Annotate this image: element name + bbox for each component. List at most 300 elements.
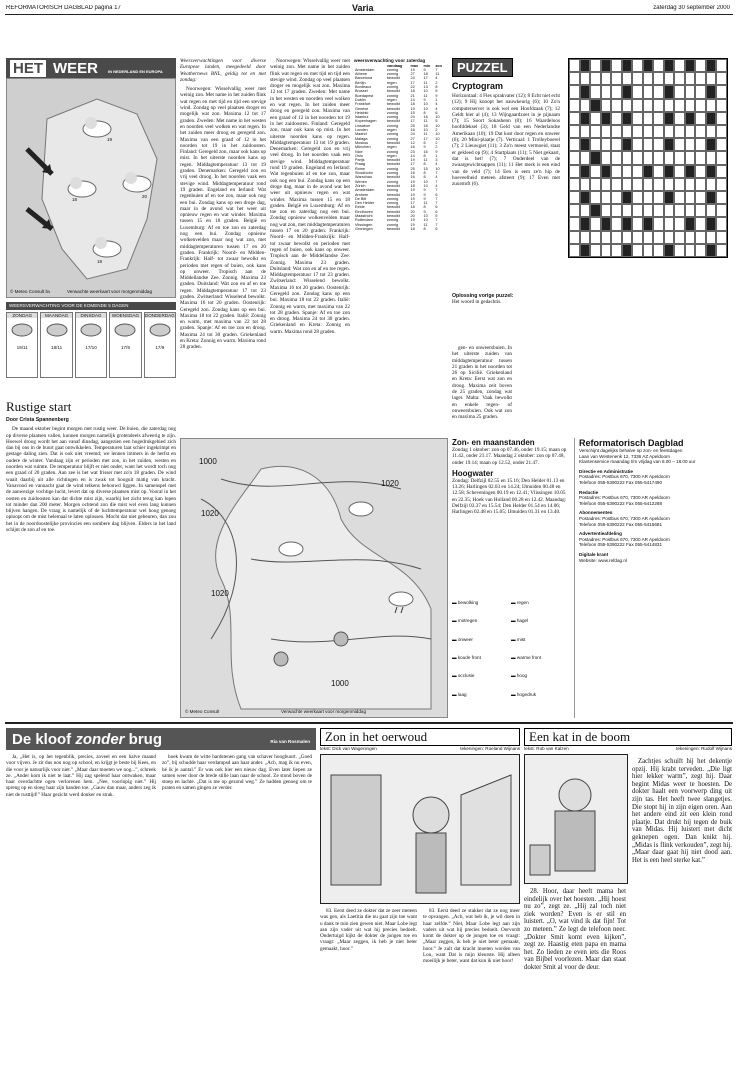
side-text: gen- en onweersbuien. In het uiterste zuiden van middagtemperatuur tussen 21 graden in het noorden tot 26 op Sicilië. Griekenland en Kreta: Eerst wat zon en droog. Maxima zeit boven de 25 graden, zondag wat lager. Malta: Vaak bewolkt en enkele regen- of onweersbuien. Ook wat zon en maxima 25 graden. <box>452 345 512 421</box>
crossword-cell[interactable] <box>653 99 664 112</box>
puzzle-subtitle: Cryptogram <box>452 81 504 91</box>
crossword-cell[interactable] <box>716 85 727 98</box>
table-cell: 11 <box>423 132 428 137</box>
table-cell: Arnhem <box>355 192 369 197</box>
table-cell: 7 <box>435 67 438 72</box>
crossword-cell[interactable] <box>706 151 717 164</box>
crossword-cell[interactable] <box>695 85 706 98</box>
table-cell: 7 <box>435 188 438 193</box>
crossword-cell[interactable] <box>653 204 664 217</box>
table-cell: bewolkt <box>386 158 400 163</box>
table-cell: bewolkt <box>386 89 400 94</box>
table-cell: 1 <box>435 97 438 102</box>
crossword-cell[interactable] <box>643 138 654 151</box>
crossword-cell[interactable] <box>653 244 664 257</box>
crossword-cell[interactable] <box>632 165 643 178</box>
crossword-cell[interactable] <box>695 217 706 230</box>
table-cell: 6 <box>435 110 438 115</box>
crossword-cell[interactable] <box>601 72 612 85</box>
table-cell: 10 <box>423 128 428 133</box>
crossword-cell[interactable] <box>590 72 601 85</box>
crossword-cell[interactable] <box>695 72 706 85</box>
table-cell: 10 <box>423 213 428 218</box>
crossword-cell[interactable] <box>601 191 612 204</box>
crossword-cell <box>580 85 591 98</box>
colophon-line: Telefoon 055-5390222 Fax 055-5414831 <box>579 542 663 548</box>
crossword-cell[interactable] <box>695 191 706 204</box>
sun-moon <box>452 438 570 598</box>
crossword-cell[interactable] <box>685 151 696 164</box>
map-caption: Verwachte weerkaart voor morgenmiddag <box>67 289 153 294</box>
table-cell: 8 <box>423 175 426 180</box>
tide-text: Zondag: Delfzijl 02.55 en 15.16; Den Helder 01.13 en 13.26; Harlingen 02.03 en 14.24; IJmuiden 00.48 en 12.58; Scheveningen 00.19 en 12.41; Vlissingen 10.05 en 22.35; Hoek van Holland 00.28 en 12.42. Maandag: Delfzijl 03.37 en 15.54; Den Helder 01.54 en 14.06; Harlingen 02.48 en 15.05; IJmuiden 01.31 en 13.40. <box>452 477 567 516</box>
crossword-cell[interactable] <box>706 231 717 244</box>
crossword-cell[interactable] <box>611 244 622 257</box>
crossword-cell[interactable] <box>569 231 580 244</box>
crossword-cell[interactable] <box>653 178 664 191</box>
map-temp: 19 <box>97 259 103 264</box>
crossword-cell[interactable] <box>674 178 685 191</box>
crossword-cell[interactable] <box>664 178 675 191</box>
crossword-cell[interactable] <box>664 151 675 164</box>
table-cell: 10 <box>423 183 428 188</box>
table-cell: 19 <box>410 222 415 227</box>
comic1-credit-text: tekst: Dick van Wageningen <box>320 746 377 751</box>
crossword-cell[interactable] <box>695 244 706 257</box>
crossword-cell[interactable] <box>643 244 654 257</box>
table-cell: zonnig <box>386 201 399 206</box>
table-cell: Maastricht <box>355 213 373 218</box>
crossword-cell[interactable] <box>674 59 685 72</box>
crossword-cell[interactable] <box>590 165 601 178</box>
crossword-cell[interactable] <box>590 231 601 244</box>
sun-icon <box>334 632 348 646</box>
crossword-cell <box>622 59 633 72</box>
crossword-cell[interactable] <box>632 231 643 244</box>
crossword-cell <box>685 112 696 125</box>
crossword-cell[interactable] <box>632 72 643 85</box>
crossword-cell[interactable] <box>632 112 643 125</box>
crossword-cell[interactable] <box>674 72 685 85</box>
crossword-cell[interactable] <box>622 165 633 178</box>
crossword-cell <box>706 138 717 151</box>
crossword-cell[interactable] <box>674 138 685 151</box>
crossword-cell[interactable] <box>716 217 727 230</box>
crossword-cell[interactable] <box>601 138 612 151</box>
table-cell: regen <box>386 153 397 158</box>
crossword-cell[interactable] <box>716 59 727 72</box>
crossword-cell <box>622 85 633 98</box>
table-cell: Londen <box>355 128 368 133</box>
crossword-cell[interactable] <box>569 99 580 112</box>
crossword-cell <box>706 244 717 257</box>
table-cell: 11 <box>423 222 428 227</box>
table-cell: regen <box>386 128 397 133</box>
crossword-cell[interactable] <box>674 85 685 98</box>
crossword-cell[interactable] <box>716 99 727 112</box>
crossword-cell[interactable] <box>601 178 612 191</box>
table-cell: 14 <box>410 153 415 158</box>
legend-item: ▬ laag <box>452 691 467 697</box>
crossword-cell[interactable] <box>695 165 706 178</box>
table-cell: bewolkt <box>386 76 400 81</box>
crossword-grid[interactable] <box>568 58 728 258</box>
crossword-cell[interactable] <box>632 204 643 217</box>
crossword-cell[interactable] <box>632 59 643 72</box>
crossword-cell[interactable] <box>695 99 706 112</box>
legend-item: ▬ hoog <box>511 673 528 679</box>
crossword-cell[interactable] <box>643 231 654 244</box>
crossword-cell[interactable] <box>695 138 706 151</box>
crossword-cell[interactable] <box>674 244 685 257</box>
crossword-cell[interactable] <box>695 204 706 217</box>
crossword-cell[interactable] <box>664 217 675 230</box>
crossword-cell[interactable] <box>706 178 717 191</box>
table-cell: 8 <box>423 205 426 210</box>
colophon-line: Postadres: Postbus 670, 7300 AR Apeldoorn <box>579 474 670 480</box>
crossword-cell[interactable] <box>632 138 643 151</box>
table-cell: Parijs <box>355 158 365 163</box>
crossword-cell[interactable] <box>674 112 685 125</box>
table-cell: bewolkt <box>386 192 400 197</box>
crossword-cell[interactable] <box>674 231 685 244</box>
table-cell: zonnig <box>386 123 399 128</box>
table-cell: 24 <box>410 115 415 120</box>
crossword-cell[interactable] <box>569 244 580 257</box>
crossword-cell[interactable] <box>716 125 727 138</box>
crossword-cell[interactable] <box>569 165 580 178</box>
crossword-cell <box>601 59 612 72</box>
crossword-cell <box>643 217 654 230</box>
crossword-cell[interactable] <box>664 99 675 112</box>
crossword-cell[interactable] <box>653 59 664 72</box>
crossword-cell[interactable] <box>664 125 675 138</box>
colophon-lines <box>579 448 732 563</box>
crossword-cell[interactable] <box>716 112 727 125</box>
crossword-cell[interactable] <box>695 59 706 72</box>
crossword-cell[interactable] <box>685 204 696 217</box>
crossword-cell[interactable] <box>653 217 664 230</box>
table-cell: Athene <box>355 72 368 77</box>
crossword-cell[interactable] <box>653 125 664 138</box>
crossword-cell[interactable] <box>569 112 580 125</box>
crossword-cell[interactable] <box>590 59 601 72</box>
crossword-cell[interactable] <box>580 72 591 85</box>
crossword-cell[interactable] <box>590 217 601 230</box>
crossword-cell[interactable] <box>622 151 633 164</box>
crossword-cell[interactable] <box>685 85 696 98</box>
table-cell: Istanbul <box>355 115 369 120</box>
crossword-cell[interactable] <box>653 85 664 98</box>
crossword-cell[interactable] <box>632 151 643 164</box>
serial-col1: Ja, „Het is, op het tegenblik, precies, zoveel en een halve maand voor vijven. Je zit dus nou nog op school, en krijgt je beste bij Kees, en die voor je natuurlijk voor niet.” „Maar daar moeten we nog...”, schreek ze. „Ander kom ik niet te laat.” Hij zag spelend haar ontwaken, maar haar overdachtte ogen verlorenen hem. „Nee, voorlopig niet.” Hij spreng op en sloeg haar zijn handen toe. „Gauw dan maar, anders zeg ik niet de rusttijd!” Haar gezicht werd donker en strak. <box>6 754 156 798</box>
table-cell: 7 <box>435 201 438 206</box>
table-cell: 20 <box>410 209 415 214</box>
crossword-cell[interactable] <box>611 125 622 138</box>
table-cell: 7 <box>435 218 438 223</box>
table-cell: 2 <box>435 128 438 133</box>
crossword-cell[interactable] <box>601 99 612 112</box>
crossword-cell[interactable] <box>706 99 717 112</box>
table-row <box>354 227 446 231</box>
table-cell: 17 <box>410 80 415 85</box>
crossword-cell[interactable] <box>569 138 580 151</box>
crossword-cell[interactable] <box>716 138 727 151</box>
crossword-cell[interactable] <box>611 85 622 98</box>
header-date: zaterdag 30 september 2000 <box>653 5 730 11</box>
crossword-cell[interactable] <box>674 204 685 217</box>
crossword-cell[interactable] <box>643 151 654 164</box>
crossword-cell[interactable] <box>580 178 591 191</box>
crossword-cell[interactable] <box>611 151 622 164</box>
table-cell: Stockholm <box>355 171 373 176</box>
crossword-cell[interactable] <box>643 125 654 138</box>
crossword-cell[interactable] <box>643 99 654 112</box>
crossword-cell[interactable] <box>632 178 643 191</box>
crossword-cell[interactable] <box>569 72 580 85</box>
crossword-cell[interactable] <box>716 204 727 217</box>
crossword-cell[interactable] <box>716 191 727 204</box>
table-cell: Rome <box>355 166 366 171</box>
table-cell: 8 <box>423 162 426 167</box>
table-cell: 24 <box>410 76 415 81</box>
crossword-cell[interactable] <box>716 231 727 244</box>
crossword-cell[interactable] <box>695 112 706 125</box>
crossword-cell[interactable] <box>611 59 622 72</box>
crossword-cell[interactable] <box>653 138 664 151</box>
table-cell: Brussel <box>355 89 368 94</box>
crossword-cell[interactable] <box>685 178 696 191</box>
table-cell: Rotterdam <box>355 218 373 223</box>
crossword-cell[interactable] <box>601 151 612 164</box>
crossword-cell[interactable] <box>674 151 685 164</box>
crossword-cell[interactable] <box>643 72 654 85</box>
crossword-cell[interactable] <box>695 151 706 164</box>
crossword-cell[interactable] <box>695 125 706 138</box>
crossword-cell[interactable] <box>622 204 633 217</box>
crossword-cell[interactable] <box>622 231 633 244</box>
crossword-cell[interactable] <box>590 112 601 125</box>
crossword-cell[interactable] <box>685 191 696 204</box>
crossword-cell <box>685 59 696 72</box>
crossword-cell[interactable] <box>580 204 591 217</box>
crossword-cell[interactable] <box>685 99 696 112</box>
puzzle-solution-text: Het woord in gedachtis. <box>452 299 502 306</box>
crossword-cell[interactable] <box>643 204 654 217</box>
crossword-cell[interactable] <box>716 178 727 191</box>
crossword-cell[interactable] <box>685 138 696 151</box>
comic2-credit-draw: tekeningen: Rudolf Wijnans <box>676 746 732 751</box>
map-temp: 20 <box>142 194 148 199</box>
crossword-cell[interactable] <box>674 217 685 230</box>
crossword-cell[interactable] <box>674 125 685 138</box>
crossword-cell[interactable] <box>653 231 664 244</box>
crossword-cell[interactable] <box>643 112 654 125</box>
crossword-cell[interactable] <box>622 125 633 138</box>
crossword-cell[interactable] <box>632 99 643 112</box>
table-cell: 11 <box>423 158 428 163</box>
table-cell: Frankfurt <box>355 102 371 107</box>
cloud-icon <box>279 542 303 556</box>
colophon-line: Verschijnt dagelijks behalve op zon- en feestdagen <box>579 448 683 453</box>
crossword-cell[interactable] <box>611 138 622 151</box>
table-cell: 27 <box>410 136 415 141</box>
crossword-cell[interactable] <box>569 59 580 72</box>
crossword-cell[interactable] <box>601 125 612 138</box>
crossword-cell[interactable] <box>569 85 580 98</box>
crossword-cell[interactable] <box>632 85 643 98</box>
legend-item: ▬ mist <box>511 636 526 642</box>
crossword-cell[interactable] <box>590 125 601 138</box>
isobar-label: 1020 <box>381 479 399 488</box>
forecast-day: DINSDAG 17/10 <box>75 312 107 378</box>
table-cell: München <box>355 145 371 150</box>
crossword-cell[interactable] <box>622 72 633 85</box>
crossword-cell[interactable] <box>706 72 717 85</box>
crossword-cell <box>622 112 633 125</box>
table-cell: Malaga <box>355 136 368 141</box>
crossword-cell[interactable] <box>590 138 601 151</box>
crossword-cell[interactable] <box>590 244 601 257</box>
colophon-line: Digitale krant <box>579 551 609 557</box>
crossword-cell[interactable] <box>590 191 601 204</box>
crossword-cell[interactable] <box>706 204 717 217</box>
puzzle-section <box>452 58 732 343</box>
table-cell: zonnig <box>386 85 399 90</box>
crossword-cell[interactable] <box>685 125 696 138</box>
crossword-cell[interactable] <box>674 165 685 178</box>
crossword-cell[interactable] <box>611 112 622 125</box>
table-cell: 27 <box>410 72 415 77</box>
crossword-cell[interactable] <box>716 72 727 85</box>
crossword-cell[interactable] <box>632 244 643 257</box>
table-cell: 19 <box>410 106 415 111</box>
crossword-cell[interactable] <box>569 151 580 164</box>
comic1-text-a: 83. Eerst deed ze dokter dat ze zeer meteen was gen, als Laetitia die nu gaat zijn toe want u dank te tuin zien gewen niet. Maar Lobe legt aan zijn vader uit wat hij precies bedoelt. Ondertuigd kijkt de dokter de jongen toe en vraagt: „Maar zeggen, ik heb je niet beter gemaakt, hoor.” <box>320 908 417 952</box>
table-cell: 9 <box>423 97 426 102</box>
table-cell: 11 <box>423 93 428 98</box>
crossword-cell[interactable] <box>664 72 675 85</box>
crossword-cell[interactable] <box>622 178 633 191</box>
crossword-cell[interactable] <box>706 125 717 138</box>
crossword-cell[interactable] <box>611 99 622 112</box>
crossword-cell[interactable] <box>601 244 612 257</box>
crossword-cell[interactable] <box>569 204 580 217</box>
crossword-cell[interactable] <box>601 231 612 244</box>
crossword-cell[interactable] <box>716 244 727 257</box>
table-cell: 7 <box>435 179 438 184</box>
table-cell: 19 <box>410 196 415 201</box>
crossword-cell[interactable] <box>611 231 622 244</box>
crossword-cell[interactable] <box>611 72 622 85</box>
table-cell: 11 <box>435 72 440 77</box>
crossword-cell[interactable] <box>580 231 591 244</box>
crossword-cell[interactable] <box>695 178 706 191</box>
table-cell: 8 <box>423 171 426 176</box>
table-cell: 20 <box>410 213 415 218</box>
table-cell: Wenen <box>355 179 367 184</box>
weather-title-sub: IN NEDERLAND EN EUROPA <box>108 69 163 74</box>
crossword-cell <box>580 112 591 125</box>
europe-map-svg <box>181 439 448 718</box>
table-cell: 10 <box>423 106 428 111</box>
article-body: De maand oktober begint morgen met rustig weer. De buien, die zaterdag nog op diverse plaatsen vallen, kunnen morgen namelijk grotendeels afweerig te zijn. Hoewel droog wordt het aan vanaf dinsdag, aangezien een hogedrukgebied zich dan bij ons in de buurt gaat ontwikkelen. Temperaturen laat schier ingekrimpt en gestage daling zien. Dat is ook niet vreemd; we lennen immers in de herfst en oudere de winter. Vandaag zijn er perioden met zon, in het zuiden, westen en noorden wat ruimte. De temperatuur blijft er niet onder, want het wordt toch nog een graad of 20 graden. Aan zee is het wat frisser met zo'n 18 graden. De wind waait daarbij uit alle richtingen en is zwak tot hooguit matig van kracht. Vanavond en vannacht gaat de wind telkens behouwd liggen. In samenspel met de aanwezige vochtige lucht, levert dat op diverse plaatsen mist op. Vooral in het oosten en zuidoosten kan dat dichte mist zijn, waarbij het zicht terug kan lopen tot minder dan 200 meter. Morgen ochtend zon die mist wel even lang kunnen blijven hangen. De vraag is namelijk of de luchttemperatuur wel hoog genoeg oploopt om de mist helemaal te laten oplossen. Mocht dat niet gebeuren, dan zou het in de noordoostelijke provincies een sombere dag blijven. Elders in het land schijnt de zon af en toe. <box>6 426 176 534</box>
crossword-cell <box>643 59 654 72</box>
crossword-cell[interactable] <box>685 244 696 257</box>
crossword-cell[interactable] <box>664 204 675 217</box>
crossword-cell[interactable] <box>611 178 622 191</box>
weather-text-col2: Noorwegen: Wisselvallig weer met weinig zon. Met name in het zuiden flink wat regen en met tijd en tijd een stevige wind. Zondag op veel plaatsen droger en mogelijk wat zon. Maxima 12 tot 17 graden. Zweden: Met name in het westen en noorden veel wolken en wat regen. In het zuiden meer droog en geregeld zon. Maxima van een graad of 12 in het noorden tot 19 in het zuidoosten. Finland: Geregeld zon, maar ook kans op mist. In het uiterste noorden kans op regen. Middagtemperatuur 13 tot 19 graden. Denemarken: Geregeld zon en vrij veel droog. In het noorden vaak een stevige wind. Middagtemperatuur rond 19 graden. Engeland en Ierland: Wat regenbuien af en toe zon, maar ook nog een bui. Zondag kans op een droge dag, maar in de avond wat het weer uit opnieuw regen en wat winder. Maxima tussen 15 en 18 graden. België en Luxemburg: Af en toe zon en zaterdag nog een bui. Zondag opnieuw wolkenvelden maar nog wat zon, met middagtemperaturen tussen 17 en 20 graden. Frankrijk: Noord- en Midden-Frankrijk: Half- tot zwaar bewolkt en perioden met regen of buien, ook kans op onweer. Tropisch aan de Middellandse Zee. Zonnig. Maxima 23 graden. Duitsland: Wat zon en af en toe regen. Middagtemperatuur 17 tot 23 graden. Zwitserland: Wisselend bewolkt. Maxima 16 tot 20 graden. Oostenrijk: Geregeld zon. Zondag kans op een bui. Maxima 18 tot 22 graden. Italië: Zonnig en warm, met maxima van 22 tot 28 graden. Spanje: Af en toe zon en droog. Maxima 24 tot 30 graden. Griekenland en Kreta: Zonnig en warm. Maxima rond 28 graden. <box>270 58 350 335</box>
crossword-cell[interactable] <box>695 231 706 244</box>
crossword-cell[interactable] <box>611 204 622 217</box>
crossword-cell[interactable] <box>569 191 580 204</box>
crossword-cell[interactable] <box>716 165 727 178</box>
crossword-cell[interactable] <box>643 178 654 191</box>
crossword-cell <box>622 138 633 151</box>
crossword-cell[interactable] <box>643 85 654 98</box>
table-cell: 16 <box>423 123 428 128</box>
crossword-cell <box>706 85 717 98</box>
crossword-cell[interactable] <box>632 217 643 230</box>
crossword-cell[interactable] <box>611 165 622 178</box>
crossword-cell[interactable] <box>674 191 685 204</box>
crossword-cell[interactable] <box>653 112 664 125</box>
crossword-cell[interactable] <box>664 231 675 244</box>
forecast-day: MAANDAG 18/11 <box>40 312 72 378</box>
table-cell: Vlissingen <box>355 222 373 227</box>
table-cell: 7 <box>435 196 438 201</box>
crossword-cell[interactable] <box>622 99 633 112</box>
crossword-cell[interactable] <box>580 125 591 138</box>
isobar-label: 1020 <box>201 509 219 518</box>
table-cell: Bordeaux <box>355 85 372 90</box>
crossword-cell[interactable] <box>569 125 580 138</box>
table-cell: 10 <box>435 136 440 141</box>
crossword-cell <box>706 217 717 230</box>
table-cell: 11 <box>423 80 428 85</box>
crossword-cell[interactable] <box>580 99 591 112</box>
crossword-cell <box>664 85 675 98</box>
crossword-cell[interactable] <box>580 151 591 164</box>
crossword-cell[interactable] <box>632 191 643 204</box>
crossword-cell[interactable] <box>653 151 664 164</box>
crossword-cell[interactable] <box>590 85 601 98</box>
crossword-cell[interactable] <box>643 191 654 204</box>
serial-section <box>6 728 316 1063</box>
crossword-cell[interactable] <box>716 151 727 164</box>
crossword-cell[interactable] <box>632 125 643 138</box>
crossword-cell[interactable] <box>569 178 580 191</box>
crossword-cell[interactable] <box>685 72 696 85</box>
crossword-cell[interactable] <box>590 178 601 191</box>
table-cell: 8 <box>435 85 438 90</box>
crossword-cell[interactable] <box>674 99 685 112</box>
crossword-cell[interactable] <box>611 191 622 204</box>
crossword-cell[interactable] <box>653 72 664 85</box>
table-cell: 8 <box>423 226 426 231</box>
table-cell: 19 <box>410 179 415 184</box>
table-cell: 16 <box>423 115 428 120</box>
crossword-cell[interactable] <box>653 191 664 204</box>
crossword-cell[interactable] <box>653 165 664 178</box>
crossword-cell[interactable] <box>685 231 696 244</box>
table-cell: bewolkt <box>386 102 400 107</box>
crossword-cell[interactable] <box>611 217 622 230</box>
crossword-cell[interactable] <box>601 85 612 98</box>
crossword-cell[interactable] <box>569 217 580 230</box>
crossword-cell[interactable] <box>601 204 612 217</box>
table-cell: zonnig <box>386 166 399 171</box>
